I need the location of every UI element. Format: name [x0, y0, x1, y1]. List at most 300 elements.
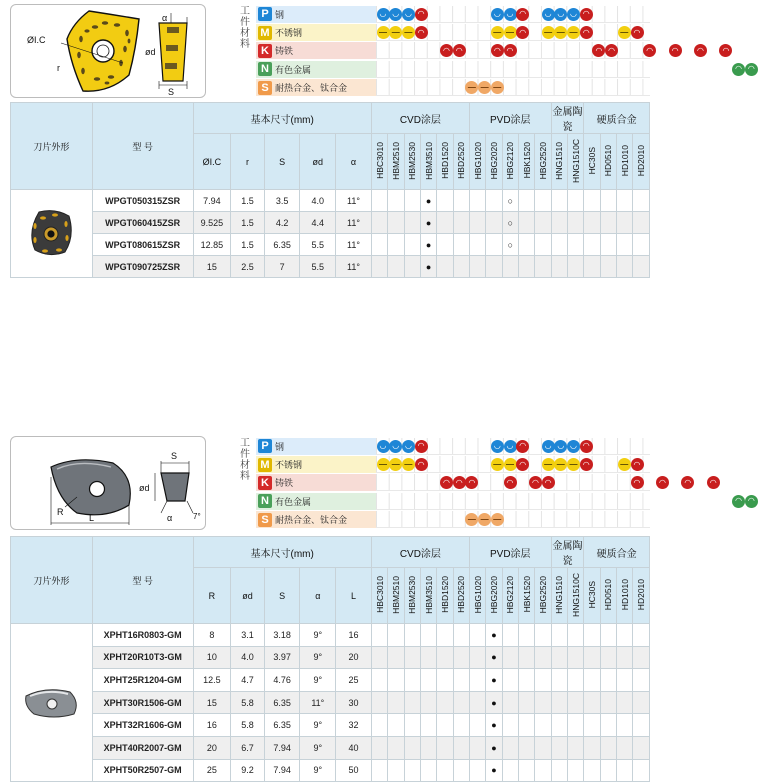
- material-row-p: [256, 5, 650, 23]
- rating-neutral-icon: —: [618, 26, 631, 39]
- grade-cell: [584, 624, 600, 647]
- grade-cell: [600, 646, 616, 669]
- grade-cell: [584, 714, 600, 737]
- grade-label: HBM2510: [390, 141, 401, 180]
- grade-label: HBG2520: [537, 575, 548, 614]
- grade-cell: [600, 669, 616, 692]
- grade-cell: [551, 669, 567, 692]
- grade-cell: [600, 256, 616, 278]
- grade-cell: [633, 190, 650, 212]
- dim-header: S: [264, 568, 300, 624]
- catalog-block-xpht: [10, 436, 755, 776]
- grade-cell: [567, 624, 583, 647]
- grade-label: HBC3010: [374, 142, 385, 179]
- header-carbide: 硬质合金: [584, 103, 650, 134]
- dim-cell: 4.76: [264, 669, 300, 692]
- material-row-n: [256, 60, 755, 78]
- grade-cell: ●: [420, 234, 436, 256]
- rating-neutral-icon: —: [402, 458, 415, 471]
- grade-label: HBD1520: [439, 142, 450, 179]
- grade-label: HBD2520: [456, 142, 467, 179]
- grade-cell: [404, 234, 420, 256]
- dim-cell: 12.85: [193, 234, 231, 256]
- grade-cell: [518, 234, 534, 256]
- grade-cell: [584, 646, 600, 669]
- table-row: [11, 624, 650, 647]
- grade-cell: [388, 691, 404, 714]
- grade-cell: [567, 646, 583, 669]
- model-cell: XPHT32R1606-GM: [92, 714, 193, 737]
- grade-label: HBK1520: [521, 576, 532, 613]
- material-label: [256, 6, 376, 23]
- grade-header: [469, 134, 485, 190]
- grade-label: HBK1520: [521, 142, 532, 179]
- rating-neutral-icon: —: [554, 458, 567, 471]
- table-row: [11, 691, 650, 714]
- grade-cell: [469, 624, 485, 647]
- label-d2: ød: [139, 483, 150, 493]
- dim-cell: 25: [193, 759, 231, 782]
- rating-neutral-icon: —: [542, 26, 555, 39]
- grade-cell: [584, 190, 600, 212]
- dim-cell: 4.2: [264, 212, 300, 234]
- grade-cell: [518, 669, 534, 692]
- grade-cell: [584, 759, 600, 782]
- dim-cell: 20: [193, 736, 231, 759]
- rating-sad-icon: ◠: [504, 44, 517, 57]
- grade-cell: ●: [486, 691, 502, 714]
- grade-cell: [404, 669, 420, 692]
- material-row-s: [256, 511, 650, 529]
- grade-cell: [453, 646, 469, 669]
- grade-cell: [567, 736, 583, 759]
- dim-cell: 9°: [300, 624, 336, 647]
- grade-cell: [453, 234, 469, 256]
- grade-cell: [617, 234, 633, 256]
- dim-cell: 4.4: [300, 212, 336, 234]
- grade-header: [567, 134, 583, 190]
- table-row: [11, 256, 650, 278]
- grade-cell: [567, 212, 583, 234]
- grade-cell: [420, 624, 436, 647]
- grade-cell: [535, 646, 551, 669]
- model-cell: XPHT50R2507-GM: [92, 759, 193, 782]
- rating-happy-icon: ◡: [377, 440, 390, 453]
- label-r2: R: [57, 507, 64, 517]
- rating-sad-icon: ◠: [415, 8, 428, 21]
- dim-cell: 8: [193, 624, 231, 647]
- material-row-k: [256, 474, 717, 492]
- table-row: [11, 646, 650, 669]
- grade-header: [371, 568, 387, 624]
- dim-cell: 7.94: [193, 190, 231, 212]
- rating-neutral-icon: —: [389, 26, 402, 39]
- material-label: [256, 79, 376, 96]
- grade-cell: [388, 714, 404, 737]
- dim-header: ød: [300, 134, 336, 190]
- rating-happy-icon: ◡: [542, 440, 555, 453]
- grade-cell: [617, 212, 633, 234]
- grade-cell: [567, 691, 583, 714]
- grade-cell: ●: [420, 212, 436, 234]
- rating-sad-icon: ◠: [694, 44, 707, 57]
- grade-cell: [551, 714, 567, 737]
- suitability-grid: [376, 6, 650, 23]
- grade-cell: [371, 736, 387, 759]
- grade-label: HC30S: [587, 146, 597, 175]
- suitability-grid: [376, 493, 755, 510]
- material-name: 铸铁: [275, 46, 294, 57]
- grade-cell: [617, 691, 633, 714]
- grade-cell: [584, 234, 600, 256]
- dim-cell: 4.7: [231, 669, 265, 692]
- material-row-s: [256, 79, 650, 97]
- wpgt-insert-photo-icon: [21, 206, 81, 260]
- grade-cell: [404, 624, 420, 647]
- grade-label: HNG1510: [554, 575, 565, 614]
- suitability-grid: [376, 474, 717, 491]
- material-name: 有色金属: [275, 64, 312, 75]
- grade-cell: [388, 624, 404, 647]
- grade-cell: [567, 714, 583, 737]
- dim-cell: 2.5: [231, 256, 265, 278]
- grade-cell: [502, 646, 518, 669]
- grade-cell: [420, 759, 436, 782]
- grade-cell: [518, 736, 534, 759]
- grade-cell: [617, 759, 633, 782]
- rating-orange-icon: —: [465, 513, 478, 526]
- grade-cell: [633, 714, 650, 737]
- grade-header: [453, 568, 469, 624]
- grade-cell: [404, 759, 420, 782]
- grade-header: [388, 568, 404, 624]
- grade-cell: [453, 691, 469, 714]
- grade-cell: [551, 190, 567, 212]
- material-label: [256, 438, 376, 455]
- grade-cell: ●: [486, 714, 502, 737]
- insert-photo: [11, 624, 93, 782]
- dim-header: R: [193, 568, 231, 624]
- grade-label: HD0510: [603, 144, 614, 177]
- grade-cell: [535, 212, 551, 234]
- grade-cell: [404, 714, 420, 737]
- rating-green-icon: ◠: [732, 63, 745, 76]
- table-row: [11, 212, 650, 234]
- block-header: [10, 4, 755, 100]
- grade-cell: [388, 736, 404, 759]
- rating-sad-icon: ◠: [465, 476, 478, 489]
- grade-label: HBC3010: [374, 576, 385, 613]
- dim-cell: 25: [336, 669, 372, 692]
- grade-cell: [404, 646, 420, 669]
- dim-cell: 3.18: [264, 624, 300, 647]
- grade-cell: ○: [502, 212, 518, 234]
- grade-cell: [371, 234, 387, 256]
- material-side-label: 工 件 材 料: [240, 438, 250, 482]
- header-cvd: CVD涂层: [371, 103, 469, 134]
- model-cell: WPGT050315ZSR: [92, 190, 193, 212]
- material-letter-badge: N: [258, 494, 272, 508]
- dim-cell: 3.5: [264, 190, 300, 212]
- grade-header: [633, 568, 650, 624]
- grade-header: [486, 134, 502, 190]
- grade-header: [502, 568, 518, 624]
- dim-cell: 11°: [336, 190, 372, 212]
- grade-label: HBG2020: [488, 575, 499, 614]
- grade-cell: [502, 736, 518, 759]
- material-name: 不锈钢: [275, 460, 303, 471]
- grade-cell: [535, 624, 551, 647]
- grade-cell: [600, 212, 616, 234]
- grade-cell: [437, 646, 453, 669]
- label-alpha: α: [162, 13, 168, 23]
- grade-cell: ○: [502, 234, 518, 256]
- dim-cell: 5.8: [231, 691, 265, 714]
- grade-cell: [453, 736, 469, 759]
- grade-label: HD1010: [619, 578, 630, 611]
- catalog-block-wpgt: [10, 4, 755, 272]
- grade-cell: [584, 212, 600, 234]
- material-name: 不锈钢: [275, 28, 303, 39]
- rating-sad-icon: ◠: [491, 44, 504, 57]
- grade-cell: [633, 646, 650, 669]
- rating-neutral-icon: —: [504, 26, 517, 39]
- dim-cell: 40: [336, 736, 372, 759]
- grade-cell: [551, 759, 567, 782]
- table-body: [11, 624, 650, 782]
- model-cell: XPHT16R0803-GM: [92, 624, 193, 647]
- label-alpha2: α: [167, 513, 173, 523]
- table-row: [11, 759, 650, 782]
- material-label: [256, 42, 376, 59]
- header-pvd: PVD涂层: [469, 103, 551, 134]
- grade-cell: [437, 759, 453, 782]
- header-model: 型 号: [92, 537, 193, 624]
- grade-cell: [617, 669, 633, 692]
- spec-table-wpgt: [10, 102, 650, 278]
- grade-cell: [371, 624, 387, 647]
- grade-label: HBG1020: [472, 141, 483, 180]
- xpht-insert-photo-icon: [20, 682, 82, 722]
- grade-cell: [437, 669, 453, 692]
- material-label: [256, 456, 376, 473]
- grade-cell: [567, 190, 583, 212]
- rating-neutral-icon: —: [377, 458, 390, 471]
- material-letter-badge: N: [258, 62, 272, 76]
- grade-cell: [600, 759, 616, 782]
- dim-cell: 9°: [300, 646, 336, 669]
- grade-cell: [535, 669, 551, 692]
- suitability-grid: [376, 438, 650, 455]
- dim-header: L: [336, 568, 372, 624]
- grade-cell: [535, 256, 551, 278]
- model-cell: XPHT20R10T3-GM: [92, 646, 193, 669]
- grade-header: [518, 134, 534, 190]
- rating-neutral-icon: —: [402, 26, 415, 39]
- dim-cell: 15: [193, 256, 231, 278]
- grade-cell: [437, 624, 453, 647]
- grade-header: [371, 134, 387, 190]
- dim-header: α: [336, 134, 372, 190]
- dim-cell: 9.525: [193, 212, 231, 234]
- grade-header: [617, 134, 633, 190]
- label-l: L: [89, 513, 95, 523]
- material-label: [256, 61, 376, 78]
- header-model: 型 号: [92, 103, 193, 190]
- rating-sad-icon: ◠: [415, 26, 428, 39]
- rating-sad-icon: ◠: [516, 440, 529, 453]
- material-label: [256, 511, 376, 528]
- grade-cell: [551, 256, 567, 278]
- grade-cell: [633, 624, 650, 647]
- grade-header: [453, 134, 469, 190]
- table-row: [11, 234, 650, 256]
- dim-cell: 16: [193, 714, 231, 737]
- grade-header: [584, 134, 600, 190]
- grade-cell: [371, 646, 387, 669]
- grade-cell: [518, 212, 534, 234]
- rating-happy-icon: ◡: [389, 8, 402, 21]
- grade-cell: [600, 624, 616, 647]
- grade-cell: [371, 190, 387, 212]
- grade-cell: [453, 212, 469, 234]
- grade-cell: ●: [420, 256, 436, 278]
- model-cell: XPHT25R1204-GM: [92, 669, 193, 692]
- grade-label: HNG1510C: [570, 138, 581, 183]
- material-legend: [256, 437, 755, 529]
- suitability-grid: [376, 24, 650, 41]
- dim-cell: 3.97: [264, 646, 300, 669]
- dim-cell: 9.2: [231, 759, 265, 782]
- rating-sad-icon: ◠: [440, 44, 453, 57]
- rating-sad-icon: ◠: [580, 8, 593, 21]
- insert-diagram-xpht: [10, 436, 206, 530]
- table-body: [11, 190, 650, 278]
- grade-cell: [518, 256, 534, 278]
- grade-cell: [469, 646, 485, 669]
- material-row-k: [256, 42, 729, 60]
- grade-label: HD2010: [636, 578, 647, 611]
- grade-label: HBG2020: [488, 141, 499, 180]
- grade-cell: [584, 669, 600, 692]
- suitability-grid: [376, 456, 650, 473]
- material-letter-badge: K: [258, 476, 272, 490]
- dim-cell: 4.0: [300, 190, 336, 212]
- dim-cell: 9°: [300, 669, 336, 692]
- rating-neutral-icon: —: [542, 458, 555, 471]
- grade-header: [404, 568, 420, 624]
- grade-cell: [437, 736, 453, 759]
- dim-cell: 9°: [300, 759, 336, 782]
- grade-label: HNG1510C: [570, 572, 581, 617]
- rating-neutral-icon: —: [377, 26, 390, 39]
- material-name: 耐热合金、钛合金: [275, 515, 348, 526]
- wpgt-drawing: [11, 5, 207, 99]
- grade-cell: [617, 256, 633, 278]
- label-ic: ØI.C: [27, 35, 46, 45]
- table-row: [11, 669, 650, 692]
- material-label: [256, 24, 376, 41]
- table-row: [11, 736, 650, 759]
- dim-cell: 3.1: [231, 624, 265, 647]
- table-row: [11, 714, 650, 737]
- grade-cell: [617, 190, 633, 212]
- grade-cell: [453, 256, 469, 278]
- header-pvd: PVD涂层: [469, 537, 551, 568]
- grade-cell: [633, 759, 650, 782]
- material-row-p: [256, 437, 650, 455]
- grade-cell: [420, 736, 436, 759]
- rating-happy-icon: ◡: [542, 8, 555, 21]
- dim-cell: 5.5: [300, 234, 336, 256]
- grade-header: [437, 134, 453, 190]
- grade-cell: ●: [486, 646, 502, 669]
- dim-cell: 11°: [336, 212, 372, 234]
- rating-sad-icon: ◠: [656, 476, 669, 489]
- header-cermet: 金属陶瓷: [551, 103, 584, 134]
- grade-header: [486, 568, 502, 624]
- grade-cell: [388, 212, 404, 234]
- grade-cell: [551, 234, 567, 256]
- grade-header: [535, 134, 551, 190]
- material-letter-badge: P: [258, 7, 272, 21]
- dim-header: r: [231, 134, 265, 190]
- grade-cell: [518, 190, 534, 212]
- material-legend: [256, 5, 755, 97]
- grade-cell: [584, 256, 600, 278]
- rating-orange-icon: —: [491, 513, 504, 526]
- grade-cell: [420, 714, 436, 737]
- header-dims: 基本尺寸(mm): [193, 103, 371, 134]
- rating-sad-icon: ◠: [504, 476, 517, 489]
- grade-cell: [388, 759, 404, 782]
- rating-neutral-icon: —: [491, 458, 504, 471]
- rating-sad-icon: ◠: [529, 476, 542, 489]
- grade-cell: [404, 736, 420, 759]
- suitability-grid: [376, 61, 755, 78]
- grade-cell: [633, 212, 650, 234]
- grade-cell: [567, 234, 583, 256]
- grade-cell: [404, 256, 420, 278]
- grade-cell: [404, 190, 420, 212]
- dim-cell: 12.5: [193, 669, 231, 692]
- rating-happy-icon: ◡: [504, 8, 517, 21]
- material-label: [256, 474, 376, 491]
- dim-cell: 50: [336, 759, 372, 782]
- grade-header: [617, 568, 633, 624]
- dim-cell: 6.7: [231, 736, 265, 759]
- rating-happy-icon: ◡: [491, 8, 504, 21]
- dim-cell: 1.5: [231, 212, 265, 234]
- grade-cell: [518, 691, 534, 714]
- grade-header: [600, 568, 616, 624]
- rating-sad-icon: ◠: [453, 44, 466, 57]
- table-row: [11, 190, 650, 212]
- grade-label: HC30S: [587, 580, 597, 609]
- rating-happy-icon: ◡: [554, 8, 567, 21]
- grade-cell: [584, 736, 600, 759]
- grade-cell: [633, 234, 650, 256]
- model-cell: WPGT090725ZSR: [92, 256, 193, 278]
- grade-cell: [371, 714, 387, 737]
- model-cell: XPHT40R2007-GM: [92, 736, 193, 759]
- grade-label: HBG1020: [472, 575, 483, 614]
- grade-header: [437, 568, 453, 624]
- material-side-label: 工 件 材 料: [240, 6, 250, 50]
- dim-cell: 16: [336, 624, 372, 647]
- grade-cell: [469, 759, 485, 782]
- grade-header: [551, 568, 567, 624]
